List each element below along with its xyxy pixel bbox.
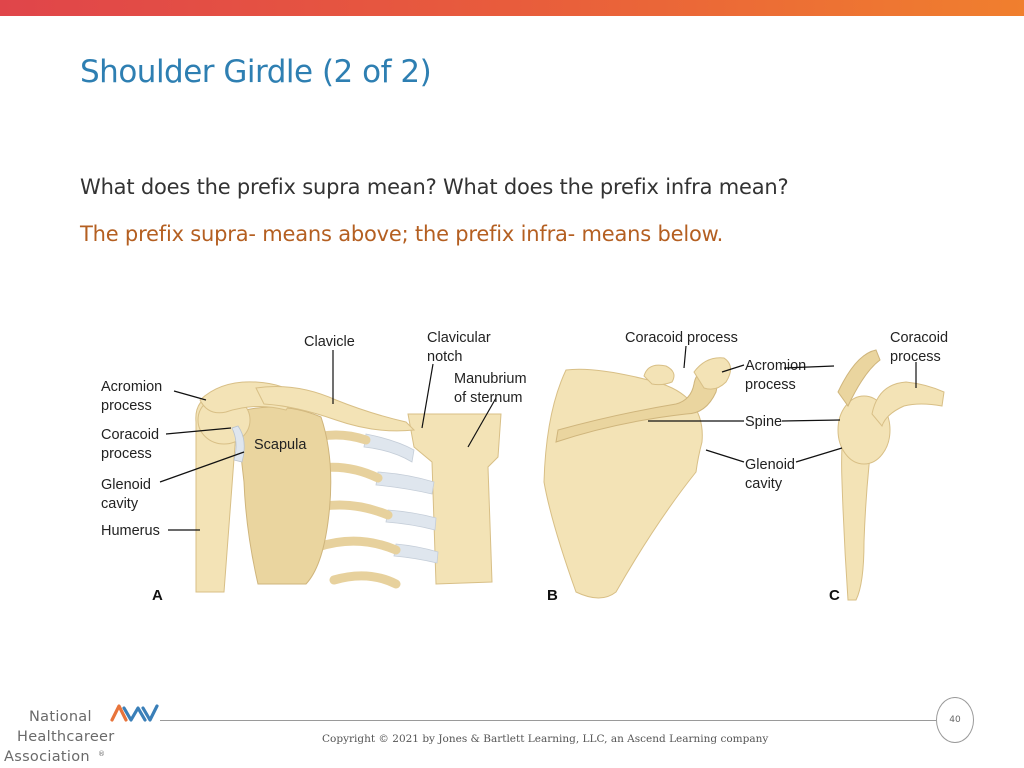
label-b-acromion-1: Acromion xyxy=(745,358,807,374)
label-humerus: Humerus xyxy=(101,523,160,539)
label-coracoid-2: process xyxy=(101,446,152,462)
question-text: What does the prefix supra mean? What does the prefix infra mean? xyxy=(80,175,789,199)
slide-title: Shoulder Girdle (2 of 2) xyxy=(80,54,432,90)
panel-b-letter: B xyxy=(547,587,558,604)
label-b-acromion-2: process xyxy=(745,377,796,393)
label-manubrium-1: Manubrium xyxy=(454,371,527,387)
logo-line-healthcareer: Healthcareer xyxy=(17,729,115,745)
label-b-coracoid: Coracoid process xyxy=(625,330,738,346)
label-glenoid-1: Glenoid xyxy=(101,477,151,493)
label-coracoid-1: Coracoid xyxy=(101,427,160,443)
footer-divider xyxy=(160,720,936,721)
label-acromion-2: process xyxy=(101,398,152,414)
panel-b xyxy=(544,330,806,604)
label-clavicle: Clavicle xyxy=(304,334,355,350)
panel-a xyxy=(101,330,527,604)
answer-text: The prefix supra- means above; the prefix infra- means below. xyxy=(80,222,724,246)
label-acromion-1: Acromion xyxy=(101,379,163,395)
label-glenoid-2: cavity xyxy=(101,496,139,512)
nha-logo xyxy=(0,700,165,768)
label-clavicular-notch-2: notch xyxy=(427,349,463,365)
panel-c-letter: C xyxy=(829,587,840,604)
page-number: 40 xyxy=(936,697,974,743)
shoulder-girdle-illustration xyxy=(96,322,966,612)
label-manubrium-2: of sternum xyxy=(454,390,523,406)
label-b-spine: Spine xyxy=(745,414,783,430)
label-b-glenoid-1: Glenoid xyxy=(745,457,795,473)
label-c-coracoid-1: Coracoid xyxy=(890,330,949,346)
top-accent-bar xyxy=(0,0,1024,16)
label-scapula: Scapula xyxy=(254,437,307,453)
logo-line-national: National xyxy=(29,709,92,725)
label-b-glenoid-2: cavity xyxy=(745,476,783,492)
label-clavicular-notch-1: Clavicular xyxy=(427,330,491,346)
copyright-text: Copyright © 2021 by Jones & Bartlett Learning, LLC, an Ascend Learning company xyxy=(322,733,769,745)
logo-line-association: Association xyxy=(4,749,90,765)
logo-registered-mark: ® xyxy=(98,750,106,758)
nha-logo-mark-icon xyxy=(110,700,160,724)
panel-c xyxy=(782,330,948,604)
label-c-coracoid-2: process xyxy=(890,349,941,365)
panel-a-letter: A xyxy=(152,587,163,604)
